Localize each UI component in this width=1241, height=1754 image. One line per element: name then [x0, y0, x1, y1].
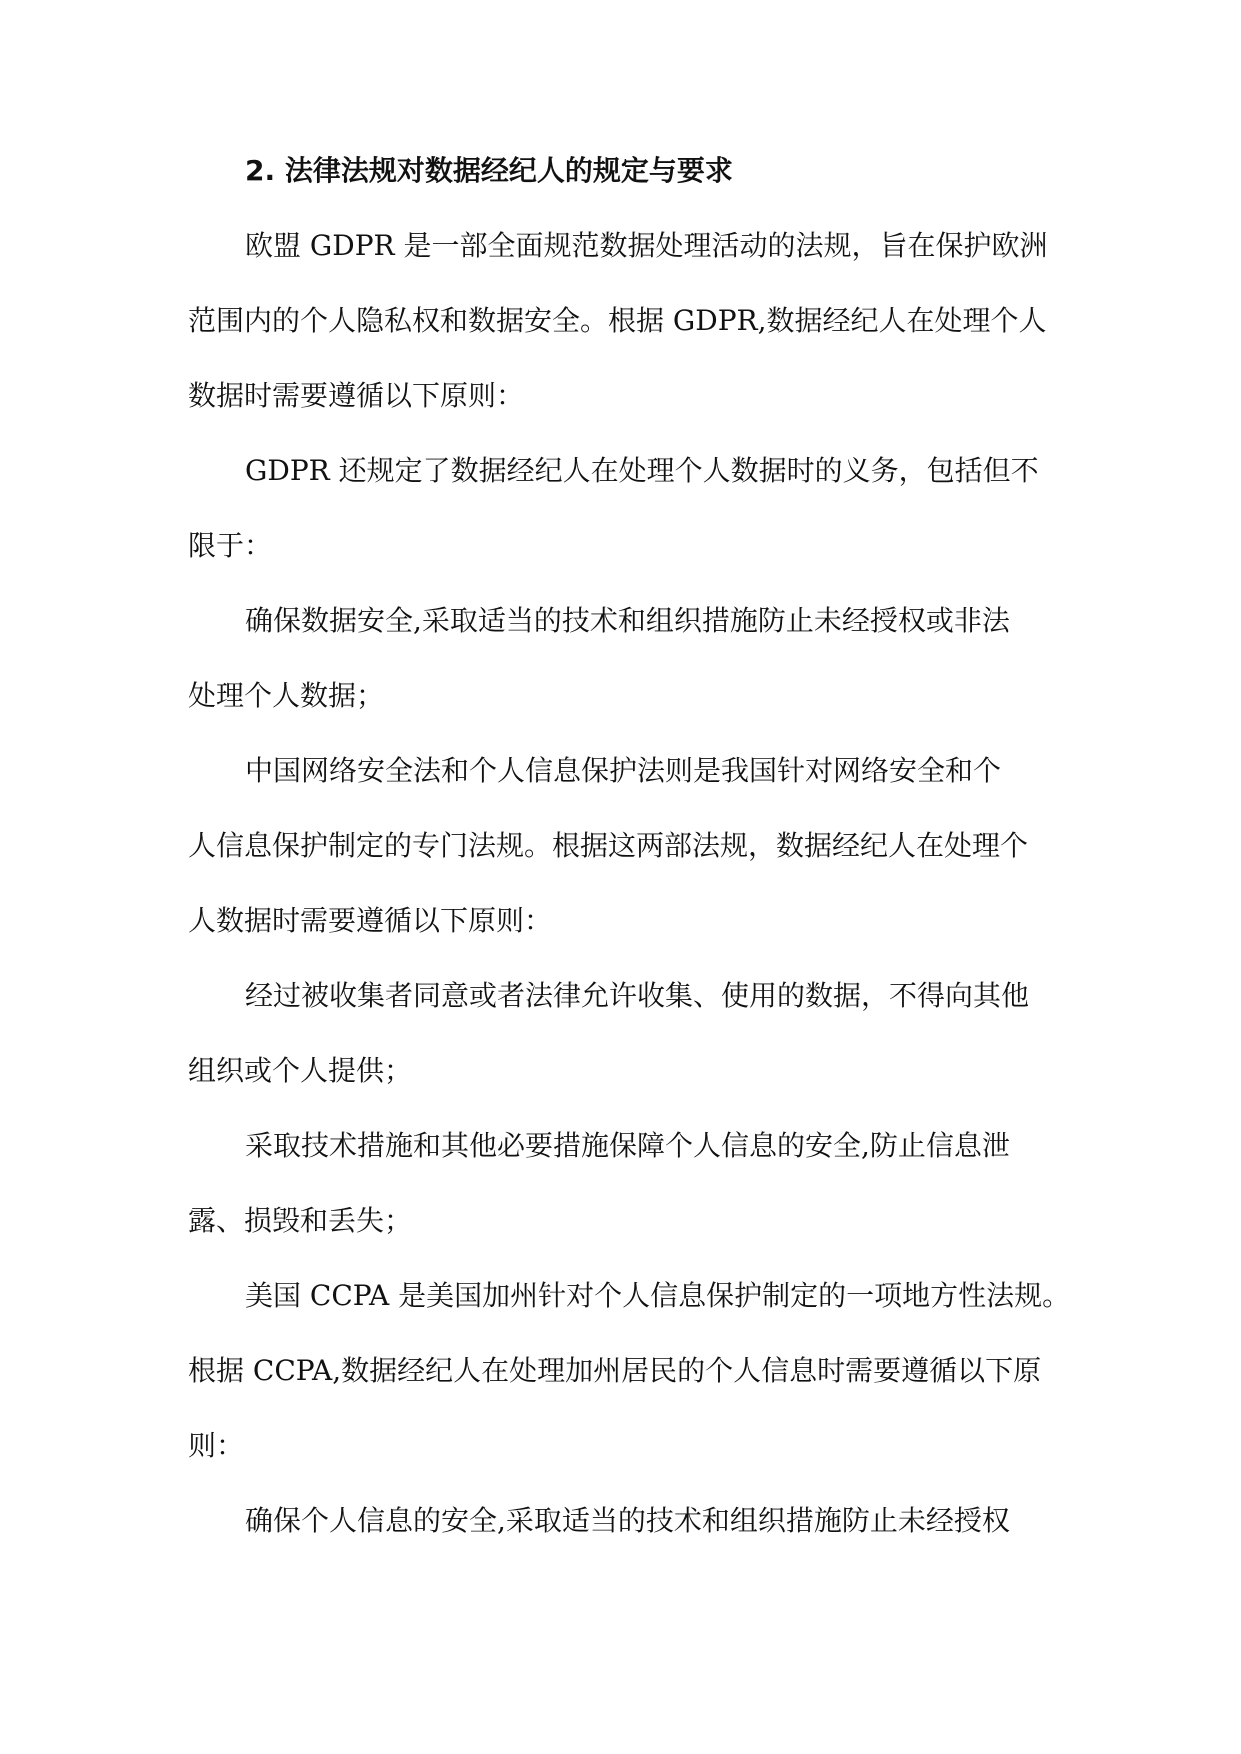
- paragraph-line: 确保数据安全,采取适当的技术和组织措施防止未经授权或非法: [245, 604, 1010, 637]
- paragraph-line: 处理个人数据；: [188, 679, 385, 712]
- paragraph-line: 人数据时需要遵循以下原则：: [188, 904, 553, 937]
- paragraph-line: 人信息保护制定的专门法规。根据这两部法规，数据经纪人在处理个: [188, 829, 1029, 862]
- paragraph-line: GDPR 还规定了数据经纪人在处理个人数据时的义务，包括但不: [245, 454, 1039, 487]
- paragraph-line: 数据时需要遵循以下原则：: [188, 379, 525, 412]
- paragraph-line: 范围内的个人隐私权和数据安全。根据 GDPR,数据经纪人在处理个人: [188, 304, 1047, 337]
- paragraph-line: 中国网络安全法和个人信息保护法则是我国针对网络安全和个: [245, 754, 1002, 787]
- paragraph-line: 露、损毁和丢失；: [188, 1204, 413, 1237]
- paragraph-line: 欧盟 GDPR 是一部全面规范数据处理活动的法规，旨在保护欧洲: [245, 229, 1048, 262]
- paragraph-line: 则：: [188, 1429, 245, 1462]
- paragraph-line: 美国 CCPA 是美国加州针对个人信息保护制定的一项地方性法规。: [245, 1279, 1071, 1312]
- paragraph-line: 根据 CCPA,数据经纪人在处理加州居民的个人信息时需要遵循以下原: [188, 1354, 1042, 1387]
- paragraph-line: 组织或个人提供；: [188, 1054, 413, 1087]
- paragraph-line: 限于：: [188, 529, 273, 562]
- paragraph-line: 经过被收集者同意或者法律允许收集、使用的数据，不得向其他: [245, 979, 1030, 1012]
- paragraph-line: 采取技术措施和其他必要措施保障个人信息的安全,防止信息泄: [245, 1129, 1010, 1162]
- section-heading: 2. 法律法规对数据经纪人的规定与要求: [245, 154, 733, 187]
- paragraph-line: 确保个人信息的安全,采取适当的技术和组织措施防止未经授权: [245, 1504, 1010, 1537]
